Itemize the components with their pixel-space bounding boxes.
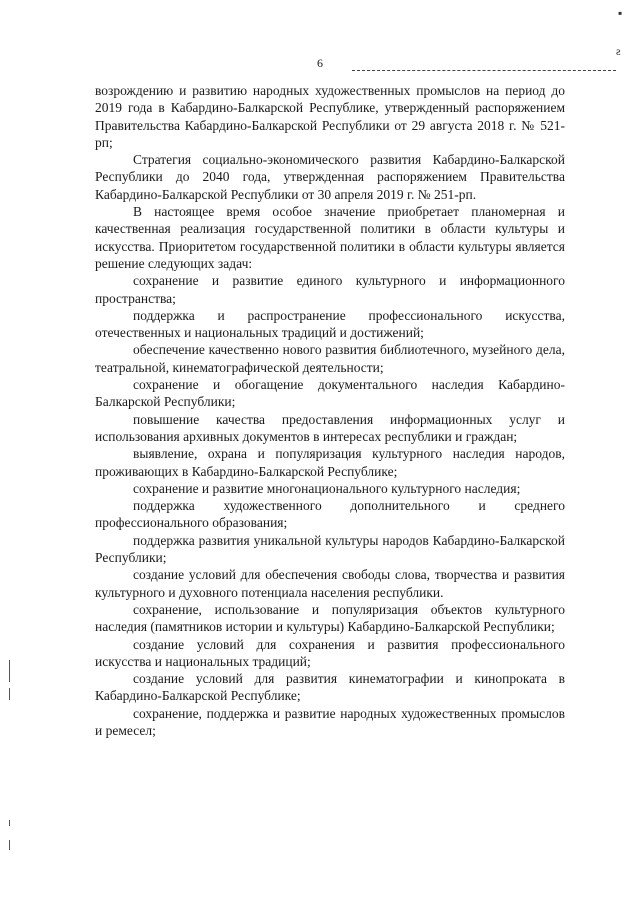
document-body (95, 82, 565, 739)
page-number: 6 (317, 56, 323, 70)
paragraph: поддержка художественного дополнительного и среднего профессионального образования; (95, 498, 565, 531)
scan-mark-corner: ƨ (616, 44, 621, 58)
scan-edge-mark (9, 688, 10, 700)
paragraph: сохранение и развитие единого культурного и информационного пространства; (95, 273, 565, 306)
header-rule (352, 70, 616, 71)
paragraph: выявление, охрана и популяризация культурного наследия народов, проживающих в Кабардино-Балкарской Республике; (95, 446, 565, 479)
paragraph: создание условий для обеспечения свободы слова, творчества и развития культурного и духовного потенциала населения республики. (95, 567, 565, 600)
paragraph: повышение качества предоставления информационных услуг и использования архивных документов в интересах республики и граждан; (95, 411, 565, 444)
scan-mark-top-right: ▪ (618, 6, 623, 20)
scan-edge-mark (9, 820, 10, 826)
paragraph: возрождению и развитию народных художественных промыслов на период до 2019 года в Кабардино-Балкарской Республике, утвержденный распоряжением Правительства Кабардино-Балкарской Республики от 29 августа 2018 г. № 521-рп; (95, 83, 565, 150)
paragraph: создание условий для сохранения и развития профессионального искусства и национальных традиций; (95, 636, 565, 669)
paragraph: сохранение, использование и популяризация объектов культурного наследия (памятников истории и культуры) Кабардино-Балкарской Республики; (95, 601, 565, 635)
paragraph: сохранение и развитие многонационального культурного наследия; (133, 480, 521, 496)
paragraph: создание условий для развития кинематографии и кинопроката в Кабардино-Балкарской Республике; (95, 671, 565, 704)
paragraph: В настоящее время особое значение приобретает планомерная и качественная реализация государственной политики в области культуры и искусства. Приоритетом государственной политики в области культуры является решение следующих задач: (95, 204, 565, 271)
paragraph: Стратегия социально-экономического развития Кабардино-Балкарской Республики до 2040 года, утвержденная распоряжением Правительства Кабардино-Балкарской Республики от 30 апреля 2019 г. № 251-рп. (95, 152, 565, 202)
paragraph: сохранение и обогащение документального наследия Кабардино-Балкарской Республики; (95, 377, 565, 410)
paragraph: обеспечение качественно нового развития библиотечного, музейного дела, театральной, кинематографической деятельности; (95, 342, 565, 375)
paragraph: поддержка развития уникальной культуры народов Кабардино-Балкарской Республики; (95, 532, 565, 566)
scan-edge-mark (9, 840, 10, 850)
paragraph: поддержка и распространение профессионального искусства, отечественных и национальных традиций и достижений; (95, 307, 565, 341)
scan-edge-mark (9, 660, 10, 682)
paragraph: сохранение, поддержка и развитие народных художественных промыслов и ремесел; (95, 705, 565, 738)
